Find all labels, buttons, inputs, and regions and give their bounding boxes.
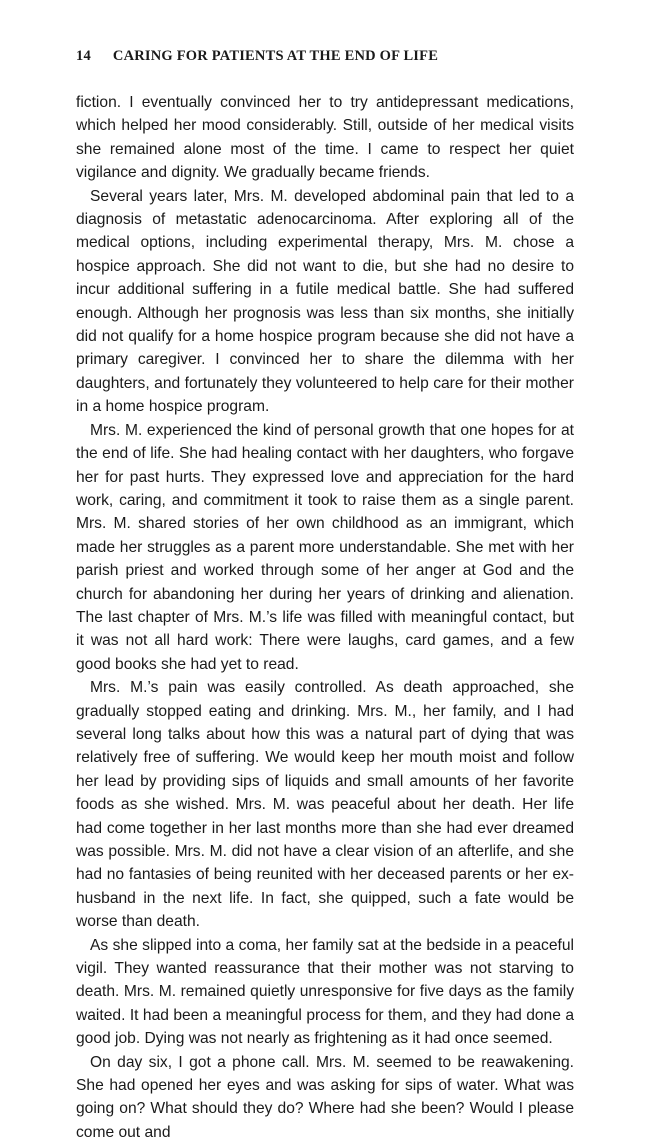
running-header: [76, 48, 574, 65]
paragraph-2: Several years later, Mrs. M. developed abdominal pain that led to a diagnosis of metastatic adenocarcinoma. After exploring all of the medical options, including experimental therapy, Mrs. M. chose a hospice approach. She did not want to die, but she had no desire to incur additional suffering in a futile medical battle. She had suffered enough. Although her prognosis was less than six months, she initially did not qualify for a home hospice program because she did not have a primary caregiver. I convinced her to share the dilemma with her daughters, and fortunately they volunteered to help care for their mother in a home hospice program.: [76, 187, 574, 416]
paragraph-6: On day six, I got a phone call. Mrs. M. seemed to be reawakening. She had opened her eyes and was asking for sips of water. What was going on? What should they do? Where had she been? Would I please come out and: [76, 1053, 574, 1141]
paragraph-3: Mrs. M. experienced the kind of personal growth that one hopes for at the end of life. She had healing contact with her daughters, who forgave her for past hurts. They expressed love and appreciation for the hard work, caring, and commitment it took to raise them as a single parent. Mrs. M. shared stories of her own childhood as an immigrant, which made her struggles as a parent more understandable. She met with her parish priest and worked through some of her anger at God and the church for abandoning her during her years of drinking and alienation. The last chapter of Mrs. M.’s life was filled with meaningful contact, but it was not all hard work: There were laughs, card games, and a few good books she had yet to read.: [76, 421, 574, 673]
paragraph-1: fiction. I eventually convinced her to try antidepressant medications, which helped her mood considerably. Still, outside of her medical visits she remained alone most of the time. I came to respect her quiet vigilance and dignity. We gradually became friends.: [76, 94, 574, 182]
paragraph-5: As she slipped into a coma, her family sat at the bedside in a peaceful vigil. They wanted reassurance that their mother was not starving to death. Mrs. M. remained quietly unresponsive for five days as the family waited. It had been a meaningful process for them, and they had done a good job. Dying was not nearly as frightening as it had once seemed.: [76, 936, 574, 1048]
page-number: 14: [76, 48, 91, 64]
paragraph-4: Mrs. M.’s pain was easily controlled. As death approached, she gradually stopped eating and drinking. Mrs. M., her family, and I had several long talks about how this was a natural part of dying that was relatively free of suffering. We would keep her mouth moist and follow her lead by providing sips of liquids and small amounts of her favorite foods as she wished. Mrs. M. was peaceful about her death. Her life had come together in her last months more than she had ever dreamed was possible. Mrs. M. did not have a clear vision of an afterlife, and she had no fantasies of being reunited with her deceased parents or her ex-husband in the next life. In fact, she quipped, such a fate would be worse than death.: [76, 679, 574, 931]
body-text: [76, 91, 574, 1144]
book-page: [76, 48, 574, 1144]
running-title: CARING FOR PATIENTS AT THE END OF LIFE: [112, 48, 439, 64]
